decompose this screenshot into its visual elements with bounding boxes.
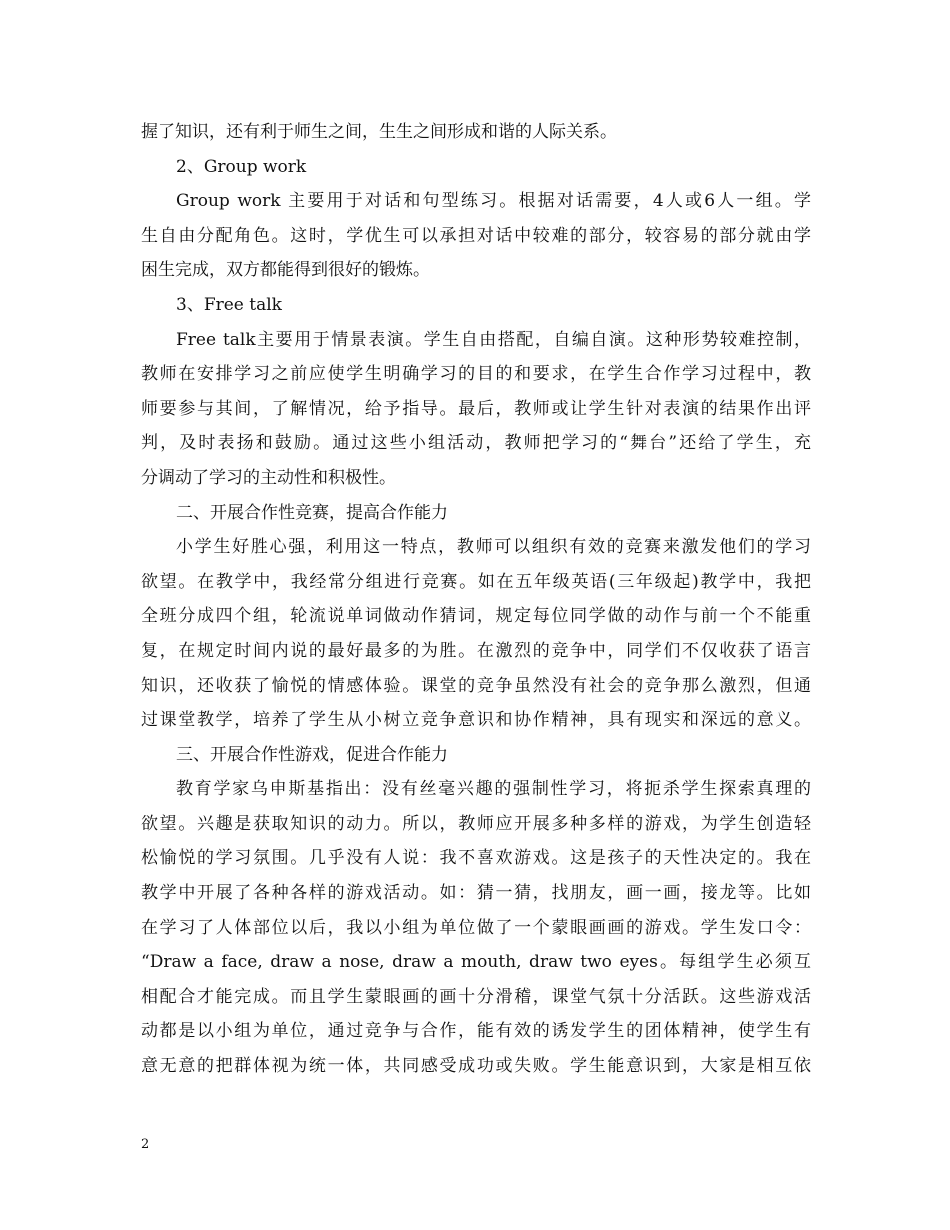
text-line: 教育学家乌申斯基指出：没有丝毫兴趣的强制性学习，将扼杀学生探索真理的 — [176, 779, 811, 800]
section-heading-3: 三、开展合作性游戏，促进合作能力 — [176, 744, 448, 765]
subheading-group-work: 2、Group work — [176, 156, 307, 177]
text-line: 教师在安排学习之前应使学生明确学习的目的和要求，在学生合作学习过程中，教 — [141, 364, 811, 385]
text-line: 知识，还收获了愉悦的情感体验。课堂的竞争虽然没有社会的竞争那么激烈，但通 — [141, 675, 811, 696]
text-line: 松愉悦的学习氛围。几乎没有人说：我不喜欢游戏。这是孩子的天性决定的。我在 — [141, 848, 811, 869]
subheading-free-talk: 3、Free talk — [176, 294, 282, 315]
text-line: 相配合才能完成。而且学生蒙眼画的画十分滑稽，课堂气氛十分活跃。这些游戏活 — [141, 986, 811, 1007]
text-line: “Draw a face, draw a nose, draw a mouth, draw two eyes。每组学生必须互 — [141, 952, 811, 973]
section-heading-2: 二、开展合作性竞赛，提高合作能力 — [176, 502, 448, 523]
text-line: 全班分成四个组，轮流说单词做动作猜词，规定每位同学做的动作与前一个不能重 — [141, 606, 811, 627]
text-line: Group work 主要用于对话和句型练习。根据对话需要，4人或6人一组。学 — [176, 191, 811, 212]
text-line: 小学生好胜心强，利用这一特点，教师可以组织有效的竞赛来激发他们的学习 — [176, 537, 811, 558]
text-line: Free talk主要用于情景表演。学生自由搭配，自编自演。这种形势较难控制， — [176, 329, 811, 350]
text-line: 分调动了学习的主动性和积极性。 — [141, 467, 396, 488]
text-line: 复，在规定时间内说的最好最多的为胜。在激烈的竞争中，同学们不仅收获了语言 — [141, 640, 811, 661]
text-line: 过课堂教学，培养了学生从小树立竞争意识和协作精神，具有现实和深远的意义。 — [141, 710, 811, 731]
text-line: 意无意的把群体视为统一体，共同感受成功或失败。学生能意识到，大家是相互依 — [141, 1056, 811, 1077]
text-line: 握了知识，还有利于师生之间，生生之间形成和谐的人际关系。 — [141, 122, 617, 142]
text-line: 判，及时表扬和鼓励。通过这些小组活动，教师把学习的“舞台”还给了学生，充 — [141, 433, 811, 454]
body-text — [141, 115, 811, 1084]
text-line: 在学习了人体部位以后，我以小组为单位做了一个蒙眼画画的游戏。学生发口令： — [141, 917, 811, 938]
page-number: 2 — [141, 1137, 150, 1152]
text-line: 生自由分配角色。这时，学优生可以承担对话中较难的部分，较容易的部分就由学 — [141, 225, 811, 246]
text-line: 欲望。兴趣是获取知识的动力。所以，教师应开展多种多样的游戏，为学生创造轻 — [141, 813, 811, 834]
text-line: 动都是以小组为单位，通过竞争与合作，能有效的诱发学生的团体精神，使学生有 — [141, 1021, 811, 1042]
text-line: 欲望。在教学中，我经常分组进行竞赛。如在五年级英语(三年级起)教学中，我把 — [141, 571, 811, 592]
text-line: 困生完成，双方都能得到很好的锻炼。 — [141, 260, 430, 281]
text-line: 教学中开展了各种各样的游戏活动。如：猜一猜，找朋友，画一画，接龙等。比如 — [141, 883, 811, 904]
text-line: 师要参与其间，了解情况，给予指导。最后，教师或让学生针对表演的结果作出评 — [141, 398, 811, 419]
